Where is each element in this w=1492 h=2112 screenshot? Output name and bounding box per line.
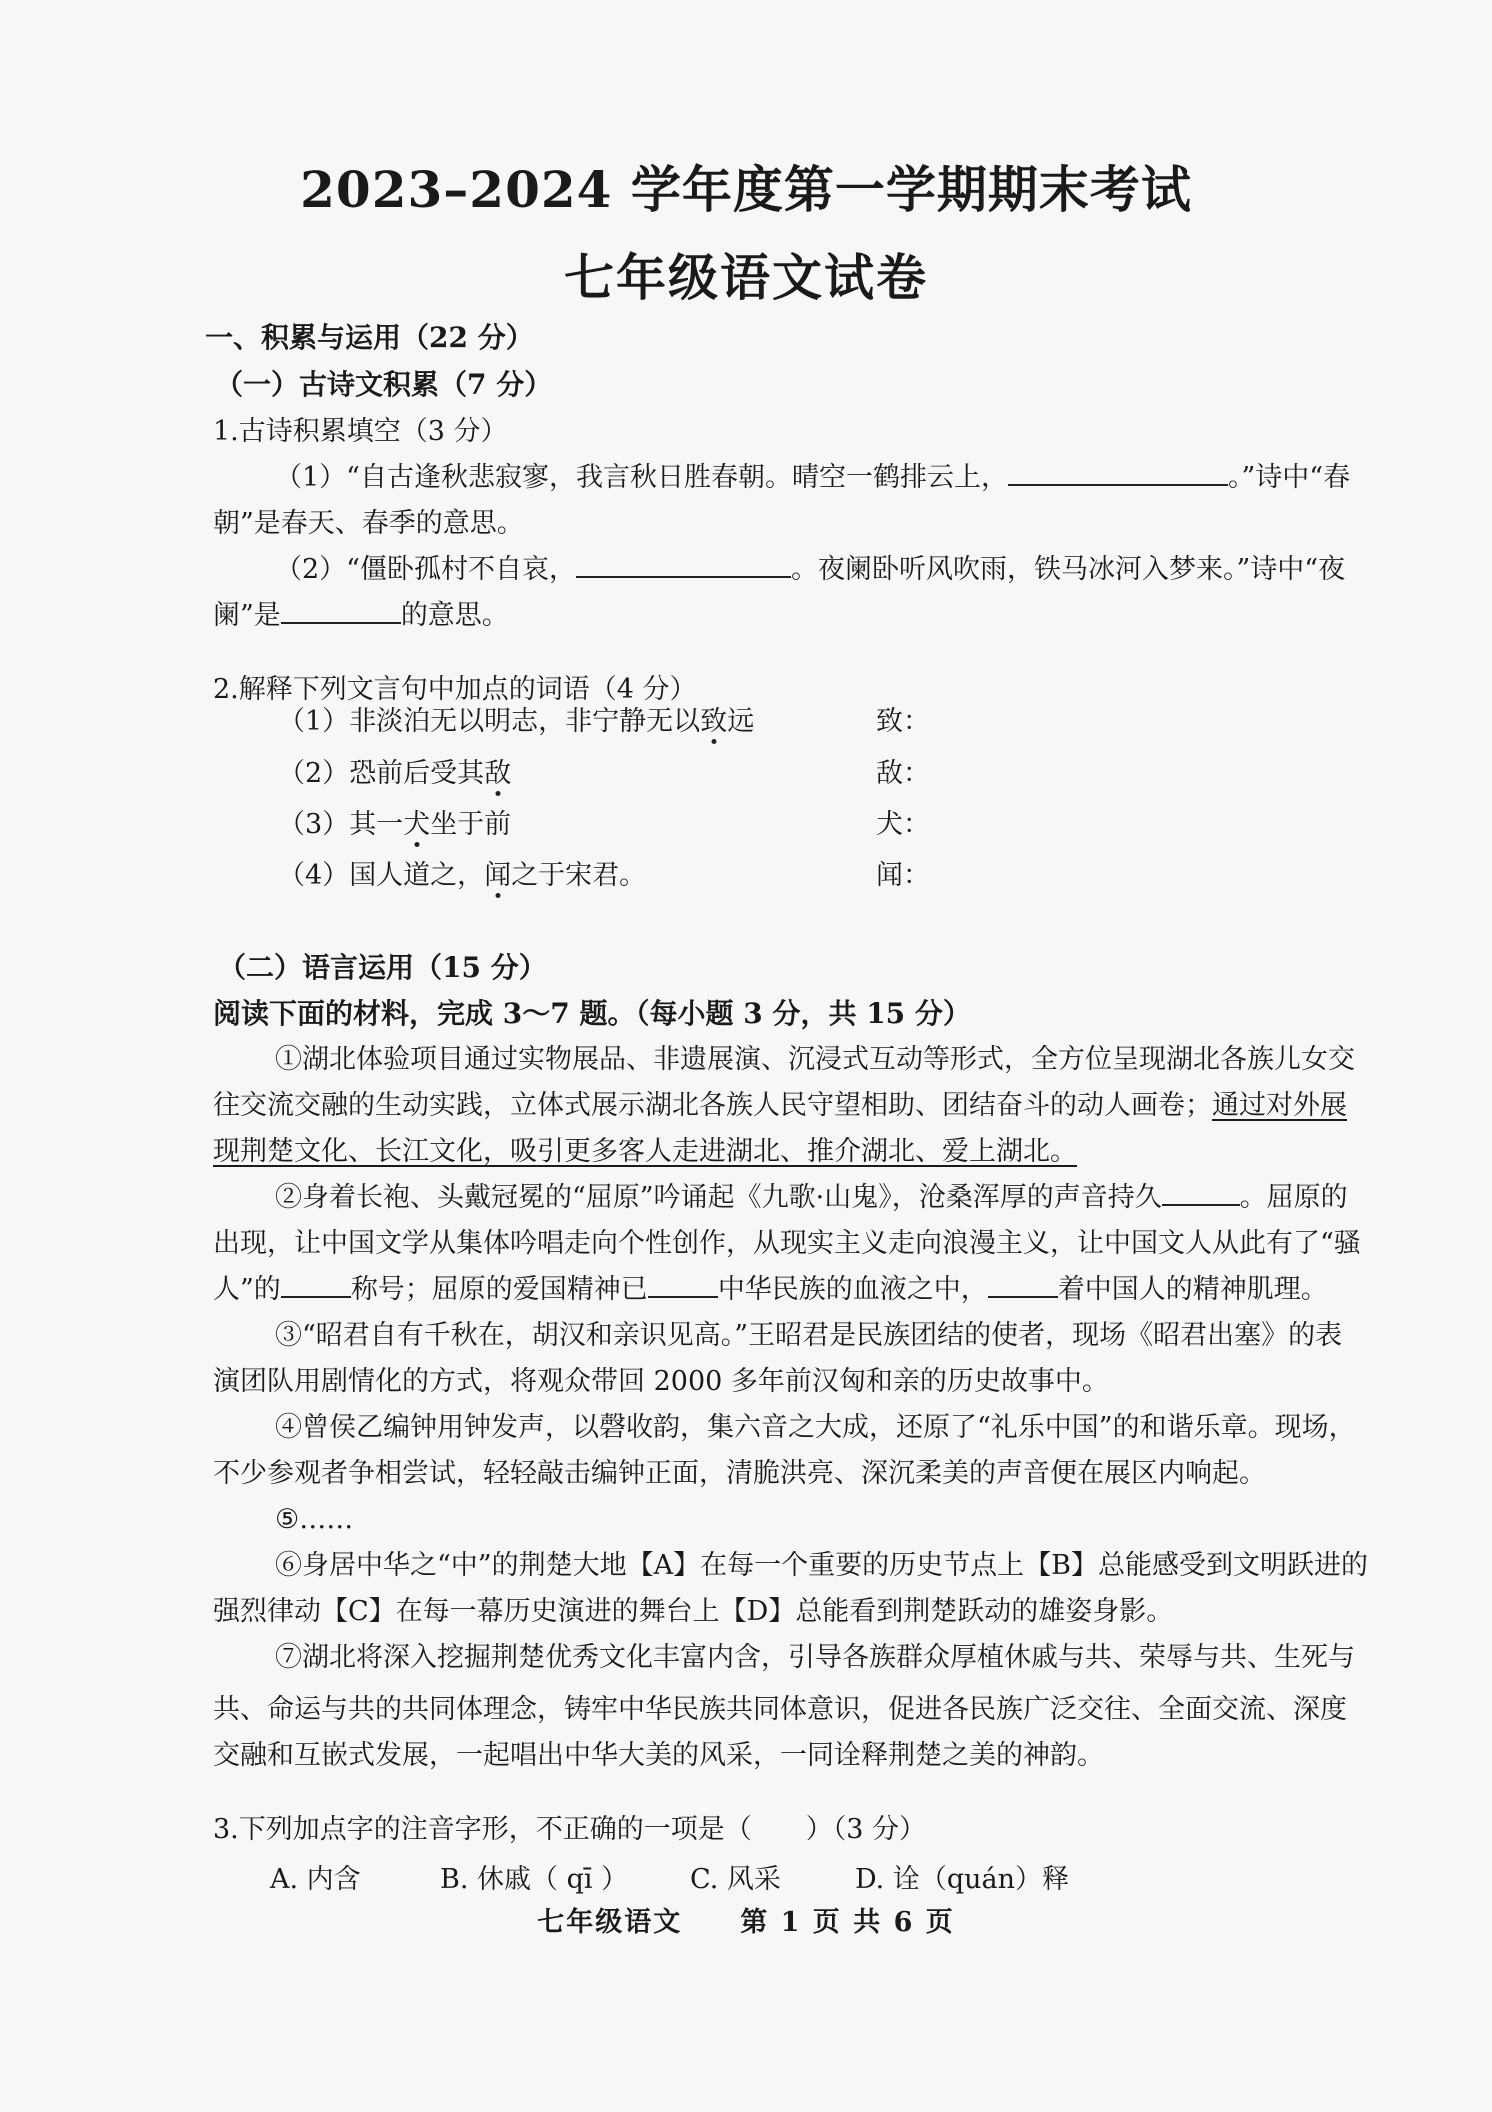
paragraph-3: ③“昭君自有千秋在，胡汉和亲识见高。”王昭君是民族团结的使者，现场《昭君出塞》的表 [275, 1320, 1343, 1351]
part-heading-2: （二）语言运用（15 分） [218, 951, 547, 984]
question-1-line-4: 阑”是 的意思。 [213, 596, 509, 636]
question-2-item: （2）恐前后受其敌 [278, 758, 512, 789]
question-2-answer-label: 致： [876, 706, 930, 737]
option-c[interactable]: C. 风采 [690, 1864, 781, 1895]
paragraph-4: ④曾侯乙编钟用钟发声，以磬收韵，集六音之大成，还原了“礼乐中国”的和谐乐章。现场， [275, 1412, 1356, 1443]
answer-blank[interactable] [1008, 458, 1228, 486]
exam-title: 2023–2024 学年度第一学期期末考试 [300, 160, 1192, 219]
page-footer: 七年级语文 第 1 页 共 6 页 [537, 1907, 955, 1938]
paragraph-2: ②身着长袍、头戴冠冕的“屈原”吟诵起《九歌·山鬼》，沧桑浑厚的声音持久 。屈原的 [275, 1178, 1348, 1218]
option-a[interactable]: A. 内含 [270, 1864, 361, 1895]
paragraph-1: ①湖北体验项目通过实物展品、非遗展演、沉浸式互动等形式，全方位呈现湖北各族儿女交 [275, 1044, 1355, 1075]
question-2-item: （4）国人道之，闻之于宋君。 [278, 860, 647, 891]
section-heading: 一、积累与运用（22 分） [205, 321, 534, 354]
option-b[interactable]: B. 休戚（ qī ） [440, 1864, 629, 1895]
paragraph-7: 交融和互嵌式发展，一起唱出中华大美的风采，一同诠释荆楚之美的神韵。 [213, 1740, 1104, 1771]
paragraph-6: 强烈律动【C】在每一幕历史演进的舞台上【D】总能看到荆楚跃动的雄姿身影。 [213, 1596, 1174, 1627]
option-d[interactable]: D. 诠（quán）释 [855, 1864, 1070, 1895]
question-3-title: 3.下列加点字的注音字形，不正确的一项是（ ）（3 分） [213, 1814, 927, 1845]
paragraph-3: 演团队用剧情化的方式，将观众带回 2000 多年前汉匈和亲的历史故事中。 [213, 1366, 1109, 1397]
question-2-item: （3）其一犬坐于前 [278, 809, 512, 840]
question-2-title: 2.解释下列文言句中加点的词语（4 分） [213, 674, 697, 705]
reading-instructions: 阅读下面的材料，完成 3～7 题。（每小题 3 分，共 15 分） [213, 997, 971, 1030]
question-2-answer-label: 犬： [876, 809, 930, 840]
paragraph-2: 出现，让中国文学从集体吟唱走向个性创作，从现实主义走向浪漫主义，让中国文人从此有了“骚 [213, 1228, 1361, 1259]
question-2-answer-label: 闻： [876, 860, 930, 891]
answer-blank[interactable] [648, 1270, 718, 1298]
paragraph-4: 不少参观者争相尝试，轻轻敲击编钟正面，清脆洪亮、深沉柔美的声音便在展区内响起。 [213, 1458, 1266, 1489]
answer-blank[interactable] [281, 1270, 351, 1298]
question-1-line-1: （1）“自古逢秋悲寂寥，我言秋日胜春朝。晴空一鹤排云上， 。”诗中“春 [275, 458, 1350, 498]
paragraph-7: ⑦湖北将深入挖掘荆楚优秀文化丰富内含，引导各族群众厚植休戚与共、荣辱与共、生死与 [275, 1642, 1355, 1673]
answer-blank[interactable] [576, 550, 791, 578]
question-1-line-3: （2）“僵卧孤村不自哀， 。夜阑卧听风吹雨，铁马冰河入梦来。”诗中“夜 [275, 550, 1345, 590]
paragraph-7: 共、命运与共的共同体理念，铸牢中华民族共同体意识，促进各民族广泛交往、全面交流、深度 [213, 1694, 1347, 1725]
question-1-line-2: 朝”是春天、春季的意思。 [213, 508, 524, 539]
paragraph-6: ⑥身居中华之“中”的荆楚大地【A】在每一个重要的历史节点上【B】总能感受到文明跃进的 [275, 1550, 1368, 1581]
paragraph-1: 现荆楚文化、长江文化，吸引更多客人走进湖北、推介湖北、爱上湖北。 [213, 1136, 1077, 1167]
question-1-title: 1.古诗积累填空（3 分） [213, 416, 508, 447]
paragraph-5: ⑤…… [275, 1504, 354, 1535]
part-heading-1: （一）古诗文积累（7 分） [215, 368, 553, 401]
paragraph-1: 往交流交融的生动实践，立体式展示湖北各族人民守望相助、团结奋斗的动人画卷；通过对外展 [213, 1090, 1347, 1121]
paragraph-2: 人”的 称号；屈原的爱国精神已 中华民族的血液之中， 着中国人的精神肌理。 [213, 1270, 1328, 1310]
exam-subtitle: 七年级语文试卷 [564, 248, 928, 307]
answer-blank[interactable] [988, 1270, 1058, 1298]
question-2-answer-label: 敌： [876, 758, 930, 789]
answer-blank[interactable] [281, 596, 401, 624]
answer-blank[interactable] [1162, 1178, 1240, 1206]
question-2-item: （1）非淡泊无以明志，非宁静无以致远 [278, 706, 755, 737]
